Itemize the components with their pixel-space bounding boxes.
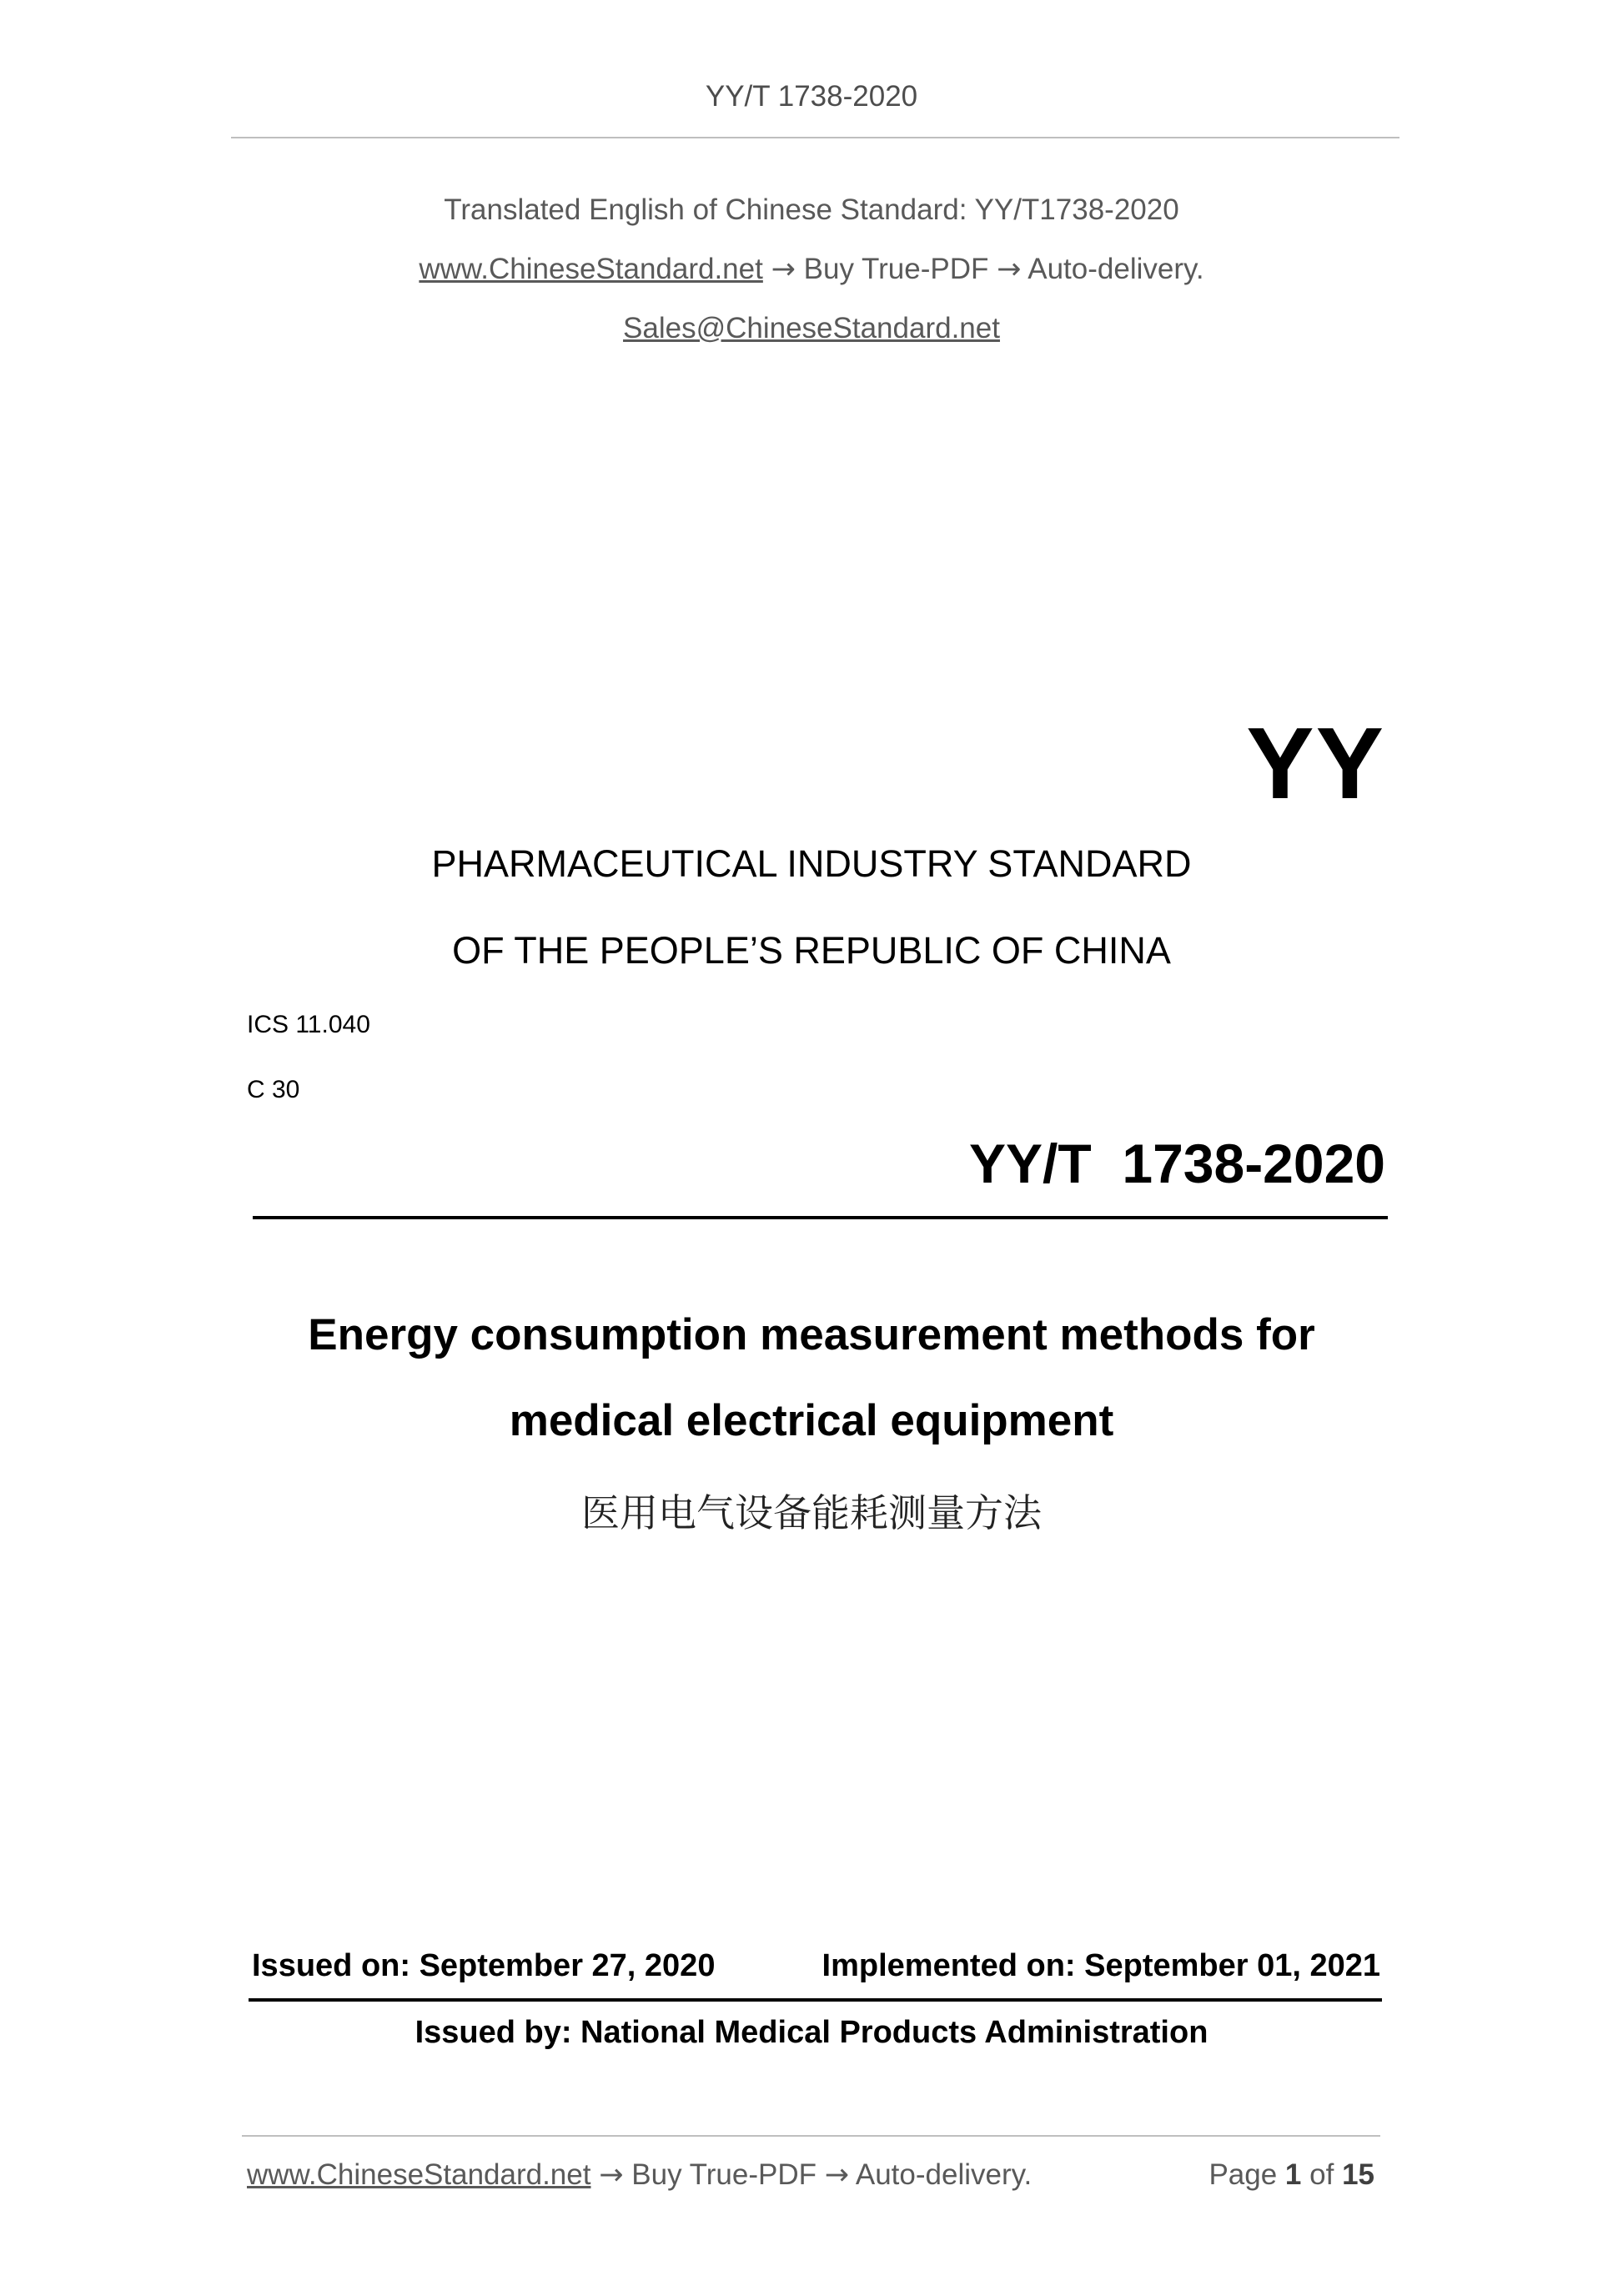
footer-site-link[interactable]: www.ChineseStandard.net (247, 2158, 591, 2191)
footer-auto-delivery: Auto-delivery. (855, 2158, 1033, 2191)
header-divider (231, 137, 1399, 138)
translated-notice: Translated English of Chinese Standard: YY/T1738-2020 (444, 193, 1179, 226)
page-total: 15 (1342, 2158, 1374, 2191)
of-label: of (1309, 2158, 1334, 2191)
category-mark: YY (1246, 706, 1385, 820)
footer-divider (242, 2135, 1380, 2137)
document-title-line2: medical electrical equipment (509, 1396, 1114, 1445)
standard-type-line1: PHARMACEUTICAL INDUSTRY STANDARD (431, 842, 1192, 885)
issued-by: Issued by: National Medical Products Administration (415, 2015, 1208, 2050)
arrow-right-icon: → (997, 253, 1022, 286)
footer-buy-text: Buy True-PDF (631, 2158, 817, 2191)
arrow-right-icon: → (599, 2158, 624, 2192)
page-label: Page (1208, 2158, 1278, 2191)
site-link[interactable]: www.ChineseStandard.net (419, 253, 763, 285)
ccs-code: C 30 (247, 1076, 300, 1103)
standard-number: YY/T 1738-2020 (969, 1133, 1385, 1194)
page-indicator (1208, 2158, 1374, 2192)
issued-on-date: Issued on: September 27, 2020 (252, 1948, 716, 1983)
document-title-line1: Energy consumption measurement methods for (308, 1310, 1315, 1359)
document-title-chinese: 医用电气设备能耗测量方法 (581, 1490, 1042, 1535)
auto-delivery-text: Auto-delivery. (1028, 253, 1204, 285)
sales-email-line (0, 312, 1623, 345)
footer-promo (247, 2158, 1032, 2192)
buy-true-pdf-text: Buy True-PDF (803, 253, 989, 285)
dates-divider (249, 1998, 1382, 2002)
arrow-right-icon: → (824, 2158, 850, 2192)
title-divider (253, 1216, 1388, 1219)
page-number: 1 (1284, 2158, 1302, 2191)
arrow-right-icon: → (771, 253, 796, 286)
sales-email-link[interactable]: Sales@ChineseStandard.net (623, 312, 1000, 344)
ics-code: ICS 11.040 (247, 1011, 370, 1038)
promo-line (0, 253, 1623, 286)
standard-type-line2: OF THE PEOPLE’S REPUBLIC OF CHINA (452, 929, 1171, 972)
implemented-on-date: Implemented on: September 01, 2021 (822, 1948, 1380, 1983)
running-header: YY/T 1738-2020 (705, 80, 918, 113)
